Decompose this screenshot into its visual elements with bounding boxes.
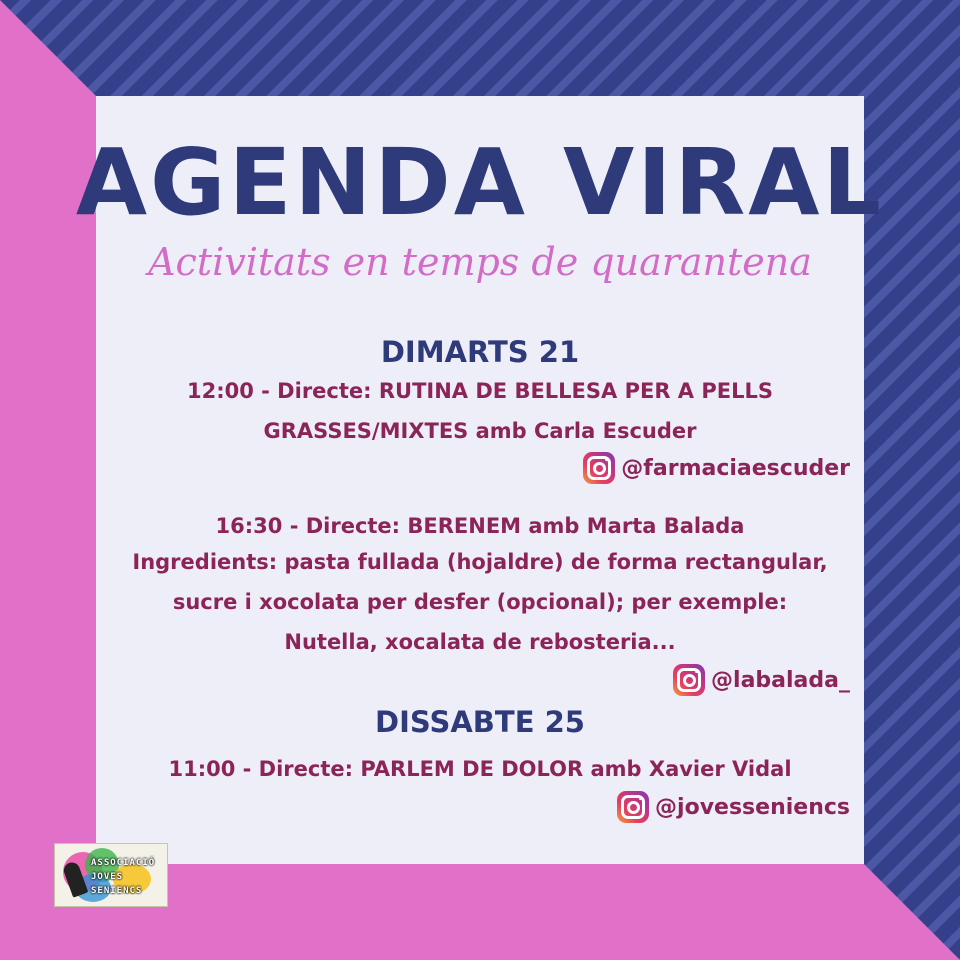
instagram-icon (617, 791, 649, 823)
event-line: Nutella, xocalata de rebosteria... (284, 630, 676, 654)
event-line: Ingredients: pasta fullada (hojaldre) de forma rectangular, (132, 550, 828, 574)
handle-text: @jovesseniencs (655, 794, 850, 820)
day-heading-saturday: DISSABTE 25 (375, 705, 585, 739)
event-line: 11:00 - Directe: PARLEM DE DOLOR amb Xavier Vidal (168, 757, 792, 781)
event-line: sucre i xocolata per desfer (opcional); per exemple: (172, 590, 788, 614)
day-heading-tuesday: DIMARTS 21 (380, 335, 580, 369)
event-line: 16:30 - Directe: BERENEM amb Marta Balada (215, 514, 745, 538)
instagram-handle-labalada[interactable] (673, 660, 850, 700)
instagram-icon (583, 452, 615, 484)
logo-text: ASSOCIACIÓ (91, 858, 156, 868)
page-subtitle: Activitats en temps de quarantena (148, 240, 812, 284)
event-line: GRASSES/MIXTES amb Carla Escuder (263, 419, 697, 443)
handle-text: @farmaciaescuder (621, 455, 850, 481)
associacio-logo-icon (54, 843, 168, 907)
page-title: AGENDA VIRAL (75, 129, 885, 236)
instagram-icon (673, 664, 705, 696)
logo-text: SENIENCS (91, 886, 143, 896)
handle-text: @labalada_ (711, 667, 850, 693)
instagram-handle-farmacia[interactable] (583, 448, 850, 488)
logo-text: JOVES (91, 872, 124, 882)
event-line: 12:00 - Directe: RUTINA DE BELLESA PER A PELLS (187, 379, 773, 403)
instagram-handle-joves[interactable] (617, 787, 850, 827)
